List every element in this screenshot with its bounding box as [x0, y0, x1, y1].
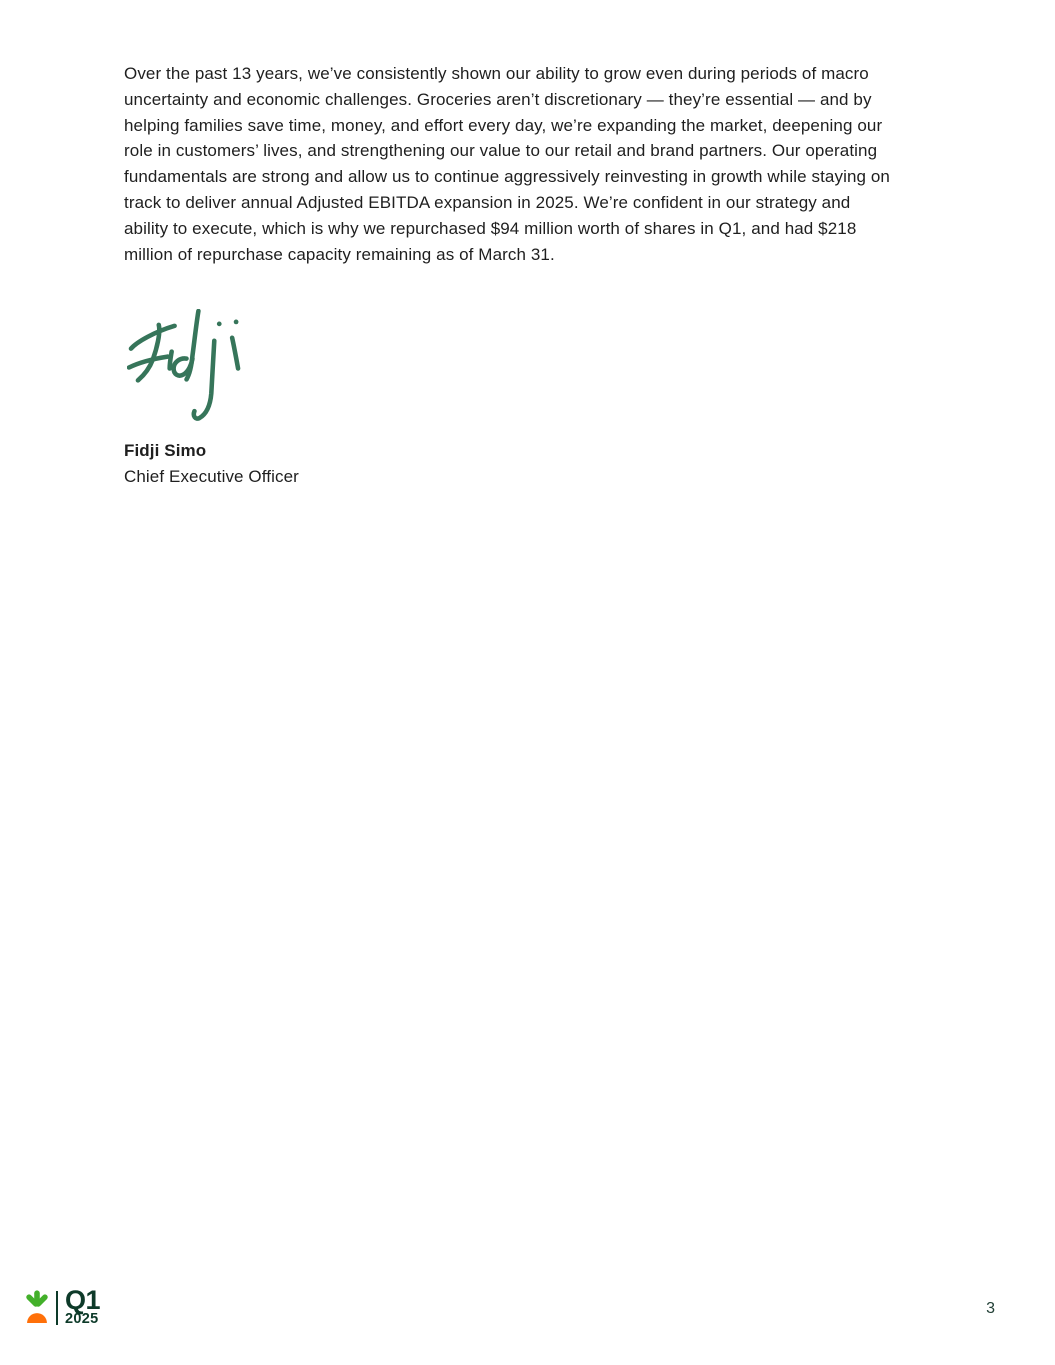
paragraph-line: track to deliver annual Adjusted EBITDA expansion in 2025. We’re confident in our strategy and — [124, 192, 851, 212]
paragraph-line: helping families save time, money, and effort every day, we’re expanding the market, deepening our — [124, 115, 883, 135]
page-number: 3 — [986, 1300, 995, 1317]
signer-title: Chief Executive Officer — [124, 467, 299, 486]
logo-year-label: 2025 — [65, 1311, 99, 1327]
instacart-carrot-icon — [25, 1290, 49, 1325]
paragraph-line: uncertainty and economic challenges. Groceries aren’t discretionary — they’re essential — and by — [124, 89, 872, 109]
logo-divider — [56, 1291, 58, 1325]
footer-logo — [25, 1285, 101, 1327]
letter-paragraph — [124, 61, 1024, 267]
paragraph-line: ability to execute, which is why we repurchased $94 million worth of shares in Q1, and had $218 — [124, 218, 857, 238]
paragraph-line: Over the past 13 years, we’ve consistently shown our ability to grow even during periods of macro — [124, 64, 869, 83]
logo-quarter-year — [65, 1285, 101, 1327]
paragraph-line: role in customers’ lives, and strengthening our value to our retail and brand partners. Our operating — [124, 141, 878, 161]
handwritten-signature-icon — [127, 309, 251, 426]
logo-quarter-label: Q1 — [65, 1285, 101, 1315]
signer-name: Fidji Simo — [124, 441, 207, 460]
paragraph-line: fundamentals are strong and allow us to continue aggressively reinvesting in growth while staying on — [124, 167, 890, 187]
signature-fidji — [127, 309, 251, 426]
paragraph-line: million of repurchase capacity remaining as of March 31. — [124, 244, 555, 264]
